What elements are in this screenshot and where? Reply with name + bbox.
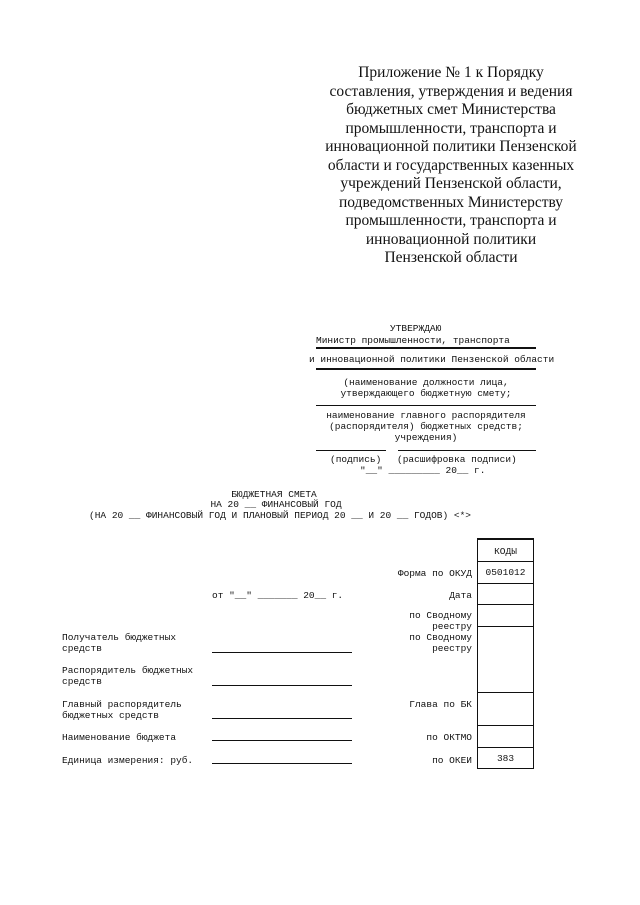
okud-label: Форма по ОКУД — [397, 568, 472, 579]
appendix-line: области и государственных казенных — [327, 156, 575, 174]
recipient-label-1: Получатель бюджетных — [62, 632, 177, 643]
decoding-caption: (расшифровка подписи) — [397, 454, 517, 465]
appendix-line: инновационной политики Пензенской — [325, 138, 577, 155]
decoding-line — [398, 450, 536, 451]
position-underline-1 — [316, 347, 536, 349]
position-caption-2: утверждающего бюджетную смету; — [340, 388, 512, 399]
glava-cell[interactable] — [477, 692, 534, 726]
appendix-line: инновационной политики — [365, 230, 537, 248]
okei-cell[interactable] — [477, 747, 534, 769]
document-title: БЮДЖЕТНАЯ СМЕТА — [231, 489, 317, 500]
manager-label-1: Распорядитель бюджетных — [62, 665, 194, 676]
svod-cell[interactable] — [477, 604, 534, 627]
position-underline-2 — [316, 368, 536, 370]
approver-position-line2: и инновационной политики Пензенской области — [309, 354, 555, 365]
recipient-label-2: средств — [62, 643, 102, 654]
manager-field[interactable] — [212, 685, 352, 686]
appendix-header — [310, 64, 592, 268]
oktmo-label: по ОКТМО — [426, 732, 472, 743]
glava-label: Глава по БК — [409, 699, 472, 710]
position-caption-1: (наименование должности лица, — [343, 377, 509, 388]
approval-date: "__" _________ 20__ г. — [360, 465, 486, 476]
codes-header: КОДЫ — [494, 546, 517, 557]
budget-name-label: Наименование бюджета — [62, 732, 177, 743]
okud-cell[interactable] — [477, 561, 534, 584]
appendix-line: промышленности, транспорта и — [345, 212, 557, 229]
svod2-label-2: реестру — [432, 643, 472, 654]
appendix-line: Пензенской области — [384, 249, 518, 266]
oktmo-cell[interactable] — [477, 725, 534, 748]
manager-label-2: средств — [62, 676, 102, 687]
svod-label-1: по Сводному — [409, 610, 472, 621]
budget-name-field[interactable] — [212, 740, 352, 741]
date-cell[interactable] — [477, 583, 534, 605]
codes-header-cell — [477, 540, 534, 562]
approval-heading: УТВЕРЖДАЮ — [390, 323, 442, 334]
svod2-cell[interactable] — [477, 626, 534, 693]
signature-caption: (подпись) — [330, 454, 382, 465]
svod2-label-1: по Сводному — [409, 632, 472, 643]
unit-label: Единица измерения: руб. — [62, 755, 194, 766]
org-caption-1: наименование главного распорядителя — [326, 410, 526, 421]
org-caption-3: учреждения) — [394, 432, 458, 443]
document-subtitle: НА 20 __ ФИНАНСОВЫЙ ГОД — [210, 499, 342, 510]
recipient-field[interactable] — [212, 652, 352, 653]
appendix-line: учреждений Пензенской области, — [340, 175, 562, 192]
okud-code: 0501012 — [485, 567, 526, 578]
appendix-line: бюджетных смет Министерства — [346, 101, 556, 118]
main-manager-field[interactable] — [212, 718, 352, 719]
appendix-line: Приложение № 1 к Порядку — [358, 64, 544, 81]
org-underline — [316, 405, 536, 406]
approver-position-line1: Министр промышленности, транспорта — [316, 335, 510, 346]
unit-field[interactable] — [212, 763, 352, 764]
okei-code: 383 — [496, 753, 515, 764]
org-caption-2: (распорядителя) бюджетных средств; — [329, 421, 523, 432]
okei-label: по ОКЕИ — [432, 755, 472, 766]
date-row: от "__" _______ 20__ г. — [212, 590, 344, 601]
appendix-line: подведомственных Министерству — [338, 193, 564, 211]
svod-label-2: реестру — [432, 621, 472, 632]
signature-line — [316, 450, 386, 451]
appendix-line: промышленности, транспорта и — [345, 119, 557, 137]
appendix-line: составления, утверждения и ведения — [329, 82, 573, 100]
date-label: Дата — [449, 590, 472, 601]
document-period: (НА 20 __ ФИНАНСОВЫЙ ГОД И ПЛАНОВЫЙ ПЕРИОД 20 __ И 20 __ ГОДОВ) <*> — [89, 510, 471, 521]
main-manager-label-2: бюджетных средств — [62, 710, 159, 721]
main-manager-label-1: Главный распорядитель — [62, 699, 182, 710]
